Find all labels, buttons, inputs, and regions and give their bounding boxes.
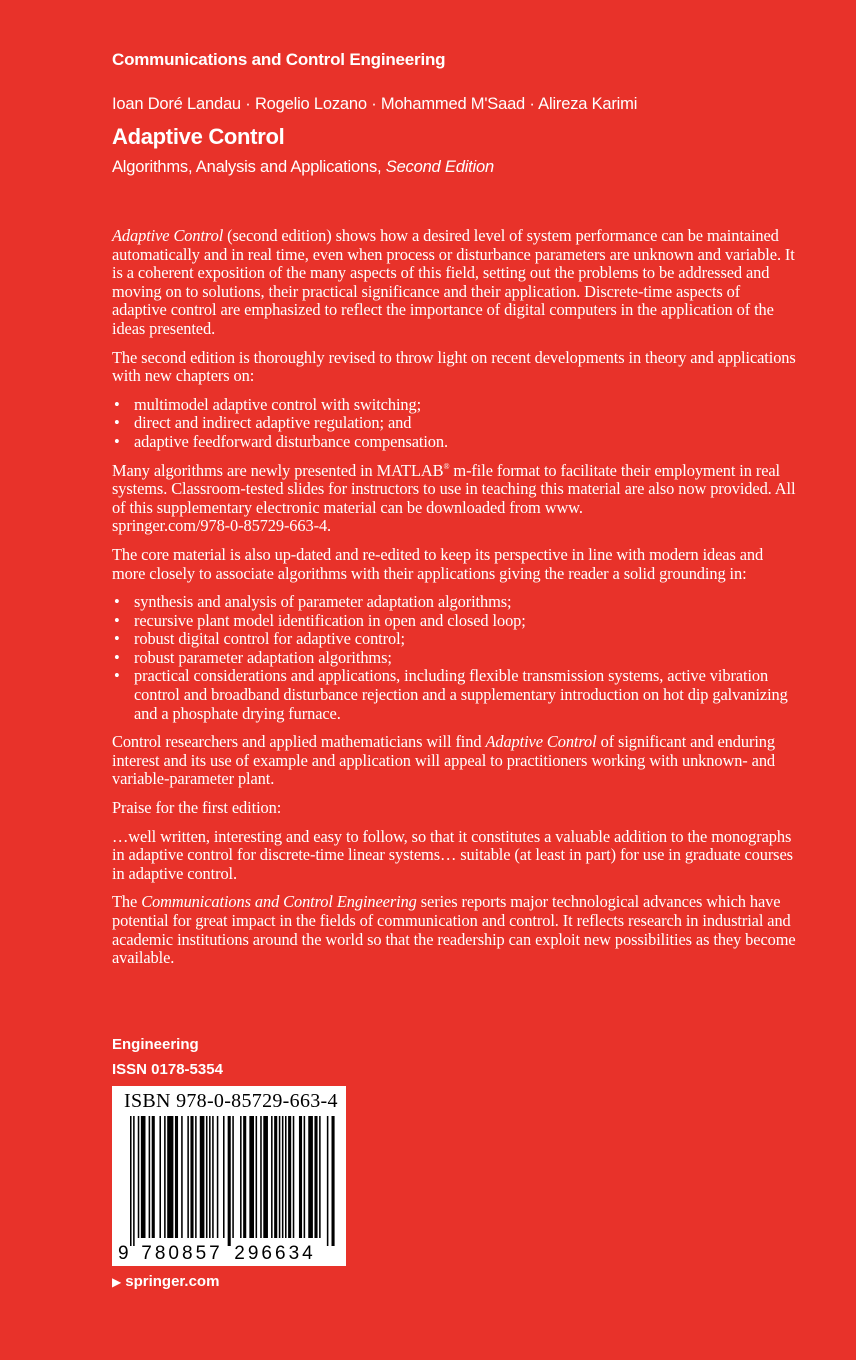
barcode-bar [240, 1116, 242, 1238]
barcode-bar [243, 1116, 246, 1238]
barcode-bar [209, 1116, 211, 1238]
paragraph-intro [112, 227, 796, 339]
list-item: • adaptive feedforward disturbance compensation. [112, 433, 796, 452]
barcode-bar [256, 1116, 258, 1238]
book-title: Adaptive Control [112, 124, 285, 149]
barcode-bar [141, 1116, 146, 1238]
barcode-bar [130, 1116, 132, 1246]
issn: ISSN 0178-5354 [112, 1061, 223, 1078]
barcode [112, 1086, 346, 1266]
barcode-bar [319, 1116, 321, 1238]
paragraph-text: (second edition) shows how a desired level of system performance can be maintained automatically and in real time, even when process or disturbance parameters are unknown and variable. It is a coherent exposition of the many aspects of this field, setting out the problems to be addressed and moving on to solutions, their practical significance and their application. Discrete-time aspects of adaptive control are emphasized to reflect the importance of digital computers in the application of the ideas presented. [112, 226, 795, 338]
registered-mark: ® [443, 461, 450, 471]
arrow-right-icon: ▶ [112, 1275, 122, 1289]
book-title-italic: Adaptive Control [112, 226, 224, 245]
praise-quote: …well written, interesting and easy to follow, so that it constitutes a valuable addition to the monographs in adaptive control for discrete-time linear systems… suitable (at least in part) for use in graduate courses in adaptive control. [112, 826, 793, 883]
barcode-bar [271, 1116, 273, 1238]
paragraph-second-edition: The second edition is thoroughly revised to throw light on recent developments in theory and applications with new chapters on: [112, 347, 796, 386]
barcode-digit-lead: 9 [118, 1243, 129, 1264]
supplementary-url: springer.com/978-0-85729-663-4. [112, 516, 332, 536]
barcode-digits-left: 780857 [141, 1243, 223, 1264]
barcode-bar [138, 1116, 140, 1238]
barcode-bar [288, 1116, 291, 1238]
barcode-bar [285, 1116, 287, 1238]
subtitle-edition: Second Edition [385, 158, 494, 176]
paragraph-core-material: The core material is also up-dated and re-edited to keep its perspective in line with modern ideas and more closely to associate algorithms with their applications giving the reader a solid grounding in: [112, 544, 764, 583]
authors: Ioan Doré Landau · Rogelio Lozano · Mohammed M'Saad · Alireza Karimi [112, 95, 638, 113]
paragraph-text: The [112, 892, 142, 912]
barcode-bar [293, 1116, 295, 1238]
paragraph-text: series reports major technological advances which have potential for great impact in the fields of communication and control. It reflects research in industrial and academic institutions around the world so that the readership can exploit new possibilities as they become available. [112, 892, 796, 968]
barcode-bar [195, 1116, 197, 1238]
barcode-bar [228, 1116, 231, 1246]
subtitle-main: Algorithms, Analysis and Applications, [112, 158, 386, 176]
barcode-bar [308, 1116, 313, 1238]
barcode-bar [149, 1116, 151, 1238]
barcode-bar [332, 1116, 335, 1246]
paragraph-algorithms [112, 462, 796, 536]
barcode-bar [133, 1116, 135, 1246]
list-item: • direct and indirect adaptive regulation; and [112, 414, 796, 433]
grounding-list [112, 593, 796, 723]
barcode-bar [327, 1116, 329, 1246]
book-title-italic: Adaptive Control [485, 732, 597, 752]
paragraph-researchers [112, 733, 796, 789]
list-item: • synthesis and analysis of parameter adaptation algorithms; [112, 593, 796, 612]
paragraph-text: m-file format to facilitate their employment in real systems. Classroom-tested slides for instructors to use in teaching this material are also now provided. All of this supplementary electronic material can be downloaded from www. [112, 460, 796, 517]
list-item: • multimodel adaptive control with switching; [112, 396, 796, 415]
paragraph-text: Many algorithms are newly presented in MATLAB [112, 460, 444, 480]
barcode-bar [279, 1116, 281, 1238]
publisher-url: springer.com [125, 1273, 220, 1290]
barcode-bar [190, 1116, 193, 1238]
praise-heading: Praise for the first edition: [112, 798, 282, 818]
series-title: Communications and Control Engineering [112, 50, 446, 69]
barcode-bar [232, 1116, 234, 1238]
barcode-bar [152, 1116, 155, 1238]
barcode-bar [299, 1116, 302, 1238]
barcode-bar [314, 1116, 317, 1238]
barcode-bar [260, 1116, 262, 1238]
series-italic: Communications and Control Engineering [141, 892, 417, 912]
barcode-bar [217, 1116, 219, 1238]
barcode-bar [181, 1116, 183, 1238]
new-chapters-list [112, 396, 796, 452]
isbn-text: ISBN 978-0-85729-663-4 [124, 1090, 338, 1112]
barcode-bar [159, 1116, 161, 1238]
barcode-bar [263, 1116, 268, 1238]
subject-category: Engineering [112, 1036, 199, 1053]
barcode-bar [167, 1116, 173, 1238]
book-subtitle [112, 158, 494, 177]
barcode-bar [212, 1116, 214, 1238]
barcode-bar [282, 1116, 284, 1238]
list-item: • robust parameter adaptation algorithms; [112, 649, 796, 668]
list-item: • robust digital control for adaptive control; [112, 630, 796, 649]
list-item: • recursive plant model identification in open and closed loop; [112, 612, 796, 631]
barcode-bar [249, 1116, 254, 1238]
barcode-bar [304, 1116, 306, 1238]
barcode-bar [274, 1116, 277, 1238]
barcode-bar [164, 1116, 166, 1238]
paragraph-series [112, 893, 796, 967]
blurb [112, 227, 796, 978]
paragraph-text: Control researchers and applied mathematicians will find [112, 732, 486, 752]
publisher-link[interactable] [112, 1273, 219, 1290]
barcode-bar [200, 1116, 205, 1238]
list-item: • practical considerations and applications, including flexible transmission systems, active vibration control and broadband disturbance rejection and a supplementary introduction on hot dip galvanizing and a phosphate drying furnace. [112, 667, 796, 723]
barcode-digits-right: 296634 [234, 1243, 316, 1264]
paragraph-text: of significant and enduring interest and its use of example and application will appeal to practitioners working with unknown- and variable-parameter plant. [112, 732, 776, 789]
barcode-bar [206, 1116, 208, 1238]
barcode-graphic [112, 1086, 346, 1266]
barcode-bar [223, 1116, 225, 1238]
barcode-bar [187, 1116, 189, 1238]
barcode-bar [175, 1116, 178, 1238]
